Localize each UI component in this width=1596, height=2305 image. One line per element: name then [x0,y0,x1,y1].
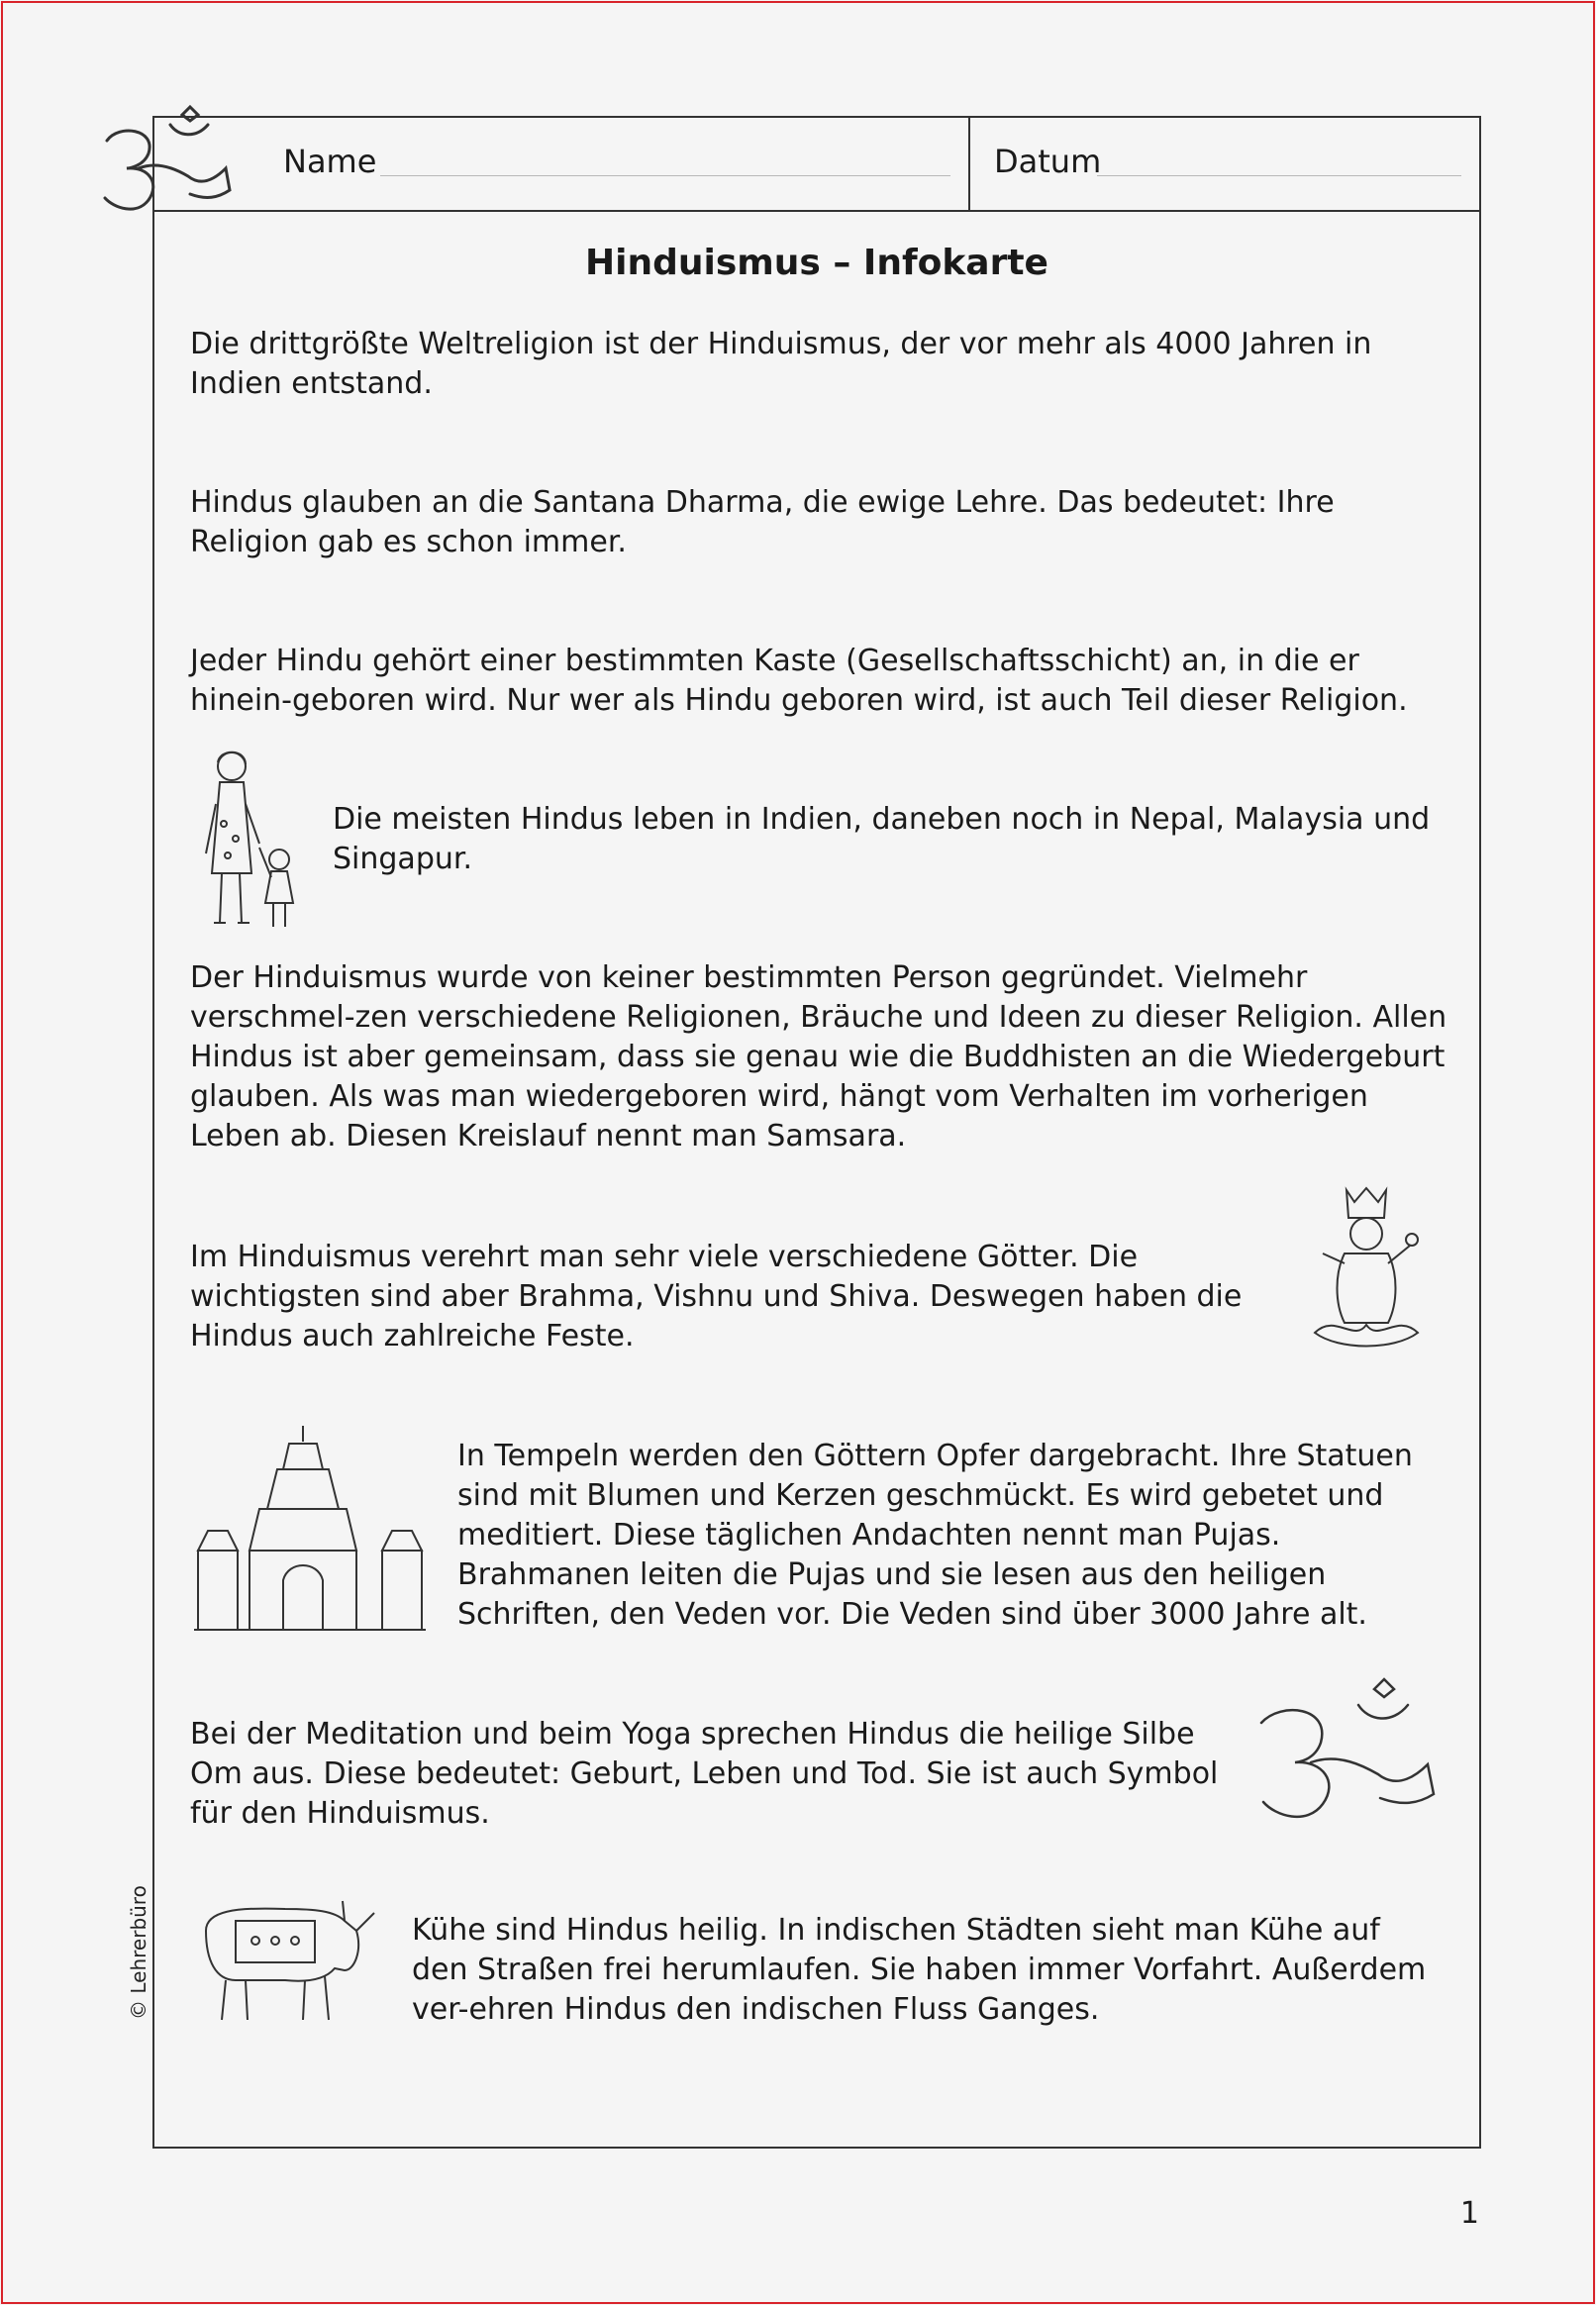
paragraph-1: Die drittgrößte Weltreligion ist der Hinduismus, der vor mehr als 4000 Jahren in Indien entstand. [190,327,1372,401]
paragraph-8: Bei der Meditation und beim Yoga sprechen Hindus die heilige Silbe Om aus. Diese bedeutet: Geburt, Leben und Tod. Sie ist auch Symbol für den Hinduismus. [190,1717,1219,1831]
cow-illustration [196,1891,380,2026]
paragraph-6: Im Hinduismus verehrt man sehr viele verschiedene Götter. Die wichtigsten sind aber Brahma, Vishnu und Shiva. Deswegen haben die Hindus auch zahlreiche Feste. [190,1240,1243,1353]
header-divider [968,118,970,210]
temple-illustration [194,1422,426,1636]
name-field[interactable] [380,175,950,176]
paragraph-3: Jeder Hindu gehört einer bestimmten Kaste (Gesellschaftsschicht) an, in die er hinein-geboren wird. Nur wer als Hindu geboren wird, ist auch Teil dieser Religion. [190,644,1408,718]
deity-illustration [1305,1184,1428,1356]
paragraph-4: Die meisten Hindus leben in Indien, daneben noch in Nepal, Malaysia und Singapur. [333,802,1431,876]
page-title: Hinduismus – Infokarte [585,243,1048,283]
date-label: Datum [994,143,1102,180]
paragraph-5: Der Hinduismus wurde von keiner bestimmten Person gegründet. Vielmehr verschmel-zen verschiedene Religionen, Bräuche und Ideen zu dieser Religion. Allen Hindus ist aber gemeinsam, dass sie genau wie die Buddhisten an die Wiedergeburt glauben. Als was man wiedergeboren wird, hängt vom Verhalten im vorherigen Leben ab. Diesen Kreislauf nennt man Samsara. [190,960,1447,1153]
date-field[interactable] [1097,175,1461,176]
header-row [154,118,1479,212]
paragraph-7: In Tempeln werden den Göttern Opfer dargebracht. Ihre Statuen sind mit Blumen und Kerzen geschmückt. Es wird gebetet und meditiert. Diese täglichen Andachten nennt man Pujas. Brahmanen leiten die Pujas und sie lesen aus den heiligen Schriften, den Veden vor. Die Veden sind über 3000 Jahre alt. [457,1439,1413,1632]
paragraph-2: Hindus glauben an die Santana Dharma, die ewige Lehre. Das bedeutet: Ihre Religion gab es schon immer. [190,485,1335,559]
om-symbol-icon [1257,1671,1447,1842]
name-label: Name [283,143,377,180]
mother-child-illustration [194,745,303,933]
copyright: © Lehrerbüro [127,1885,150,2020]
page-number: 1 [1459,2196,1479,2231]
paragraph-9: Kühe sind Hindus heilig. In indischen Städten sieht man Kühe auf den Straßen frei herumlaufen. Sie haben immer Vorfahrt. Außerdem ver-ehren Hindus den indischen Fluss Ganges. [412,1913,1427,2027]
